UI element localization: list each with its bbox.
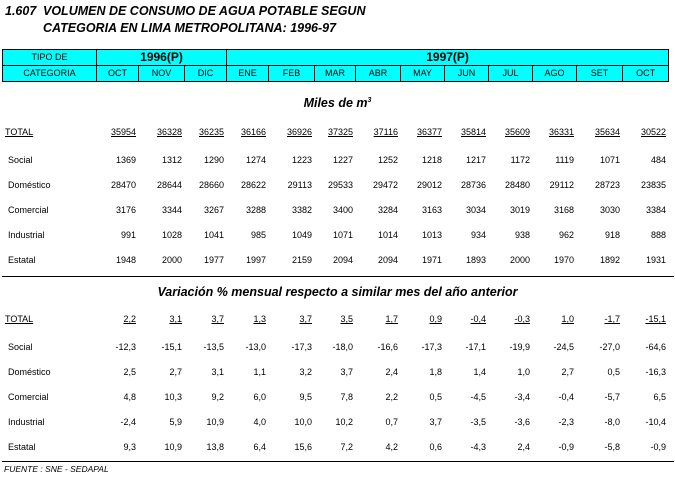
table-cell: 35634: [594, 127, 620, 137]
table-cell: 30522: [640, 127, 666, 137]
row-label: Industrial: [8, 416, 45, 427]
title-line-2: CATEGORIA EN LIMA METROPOLITANA: 1996-97: [43, 21, 337, 35]
row-label: Doméstico: [8, 179, 51, 190]
header-month: OCT: [623, 66, 669, 82]
table-cell: 1893: [465, 254, 486, 265]
table-cell: 7,2: [340, 441, 353, 452]
table-row: [2, 222, 668, 247]
table-cell: 1892: [599, 254, 620, 265]
table-cell: 1227: [332, 154, 353, 165]
header-month: MAY: [401, 66, 445, 82]
table-cell: 3,2: [299, 366, 312, 377]
header-month: JUL: [489, 66, 533, 82]
table-cell: -17,3: [291, 341, 312, 352]
table-cell: 28470: [110, 179, 136, 190]
table-cell: 3284: [377, 204, 398, 215]
table-cell: 1028: [161, 229, 182, 240]
row-label: Social: [8, 341, 33, 352]
table-row: [2, 172, 668, 197]
table-cell: 29533: [327, 179, 353, 190]
table-row: [2, 434, 668, 459]
table-cell: 985: [250, 229, 266, 240]
table-cell: 3,7: [429, 416, 442, 427]
table-cell: 938: [514, 229, 530, 240]
table-cell: 1977: [203, 254, 224, 265]
table-cell: -64,6: [645, 341, 666, 352]
header-category-top: TIPO DE: [3, 50, 97, 66]
header-month: SET: [577, 66, 623, 82]
table-cell: 4,2: [385, 441, 398, 452]
table-cell: 37325: [327, 127, 353, 137]
table-cell: 1931: [645, 254, 666, 265]
table-cell: 36166: [240, 127, 266, 137]
table-cell: -4,3: [470, 441, 486, 452]
table-cell: 9,2: [211, 391, 224, 402]
table-cell: 36926: [286, 127, 312, 137]
section-title-volume: Miles de $m^3$: [303, 96, 372, 110]
row-label: Industrial: [8, 229, 45, 240]
table-cell: 28736: [460, 179, 486, 190]
table-cell: 1369: [115, 154, 136, 165]
table-cell: 1997: [245, 254, 266, 265]
table-row: [2, 384, 668, 409]
table-cell: 888: [650, 229, 666, 240]
table-cell: 35609: [504, 127, 530, 137]
table-cell: -10,4: [645, 416, 666, 427]
table-cell: 1223: [291, 154, 312, 165]
table-cell: 35814: [460, 127, 486, 137]
table-cell: 1,8: [429, 366, 442, 377]
table-cell: -3,5: [470, 416, 486, 427]
table-cell: -5,8: [604, 441, 620, 452]
table-cell: 10,0: [294, 416, 312, 427]
table-cell: 2,2: [385, 391, 398, 402]
table-cell: 2094: [332, 254, 353, 265]
row-label: Estatal: [8, 254, 36, 265]
table-cell: 28644: [156, 179, 182, 190]
table-cell: 4,8: [123, 391, 136, 402]
table-cell: -24,5: [553, 341, 574, 352]
table-row: [2, 117, 668, 147]
table-cell: 1071: [599, 154, 620, 165]
table-cell: 1290: [203, 154, 224, 165]
table-cell: 2,4: [385, 366, 398, 377]
table-cell: 36331: [548, 127, 574, 137]
table-cell: 3288: [245, 204, 266, 215]
table-cell: 28480: [504, 179, 530, 190]
table-cell: 3344: [161, 204, 182, 215]
table-cell: 1,0: [561, 314, 574, 324]
footer-divider: [2, 461, 674, 462]
table-cell: -13,0: [245, 341, 266, 352]
table-cell: 3,7: [299, 314, 312, 324]
table-cell: -3,6: [514, 416, 530, 427]
table-cell: 2159: [291, 254, 312, 265]
header-month: AGO: [533, 66, 577, 82]
table-cell: 1970: [553, 254, 574, 265]
table-row: [2, 334, 668, 359]
table-cell: 1172: [510, 154, 530, 165]
table-cell: 10,9: [164, 441, 182, 452]
table-cell: 28622: [240, 179, 266, 190]
table-cell: 9,3: [123, 441, 136, 452]
section-title-variation: Variación % mensual respecto a similar mes del año anterior: [157, 285, 518, 299]
table-cell: 0,7: [385, 416, 398, 427]
table-cell: 3168: [553, 204, 574, 215]
header-year-1996: 1996(P): [97, 50, 227, 66]
table-cell: 1014: [377, 229, 398, 240]
table-cell: 37116: [373, 127, 398, 137]
table-cell: 3,5: [340, 314, 353, 324]
table-cell: -0,4: [470, 314, 486, 324]
section-divider: [2, 276, 674, 277]
table-cell: -2,4: [120, 416, 136, 427]
table-cell: -17,1: [465, 341, 486, 352]
table-cell: -19,9: [509, 341, 530, 352]
row-label: Comercial: [8, 391, 49, 402]
table-cell: 35954: [110, 127, 136, 137]
table-cell: -0,9: [558, 441, 574, 452]
table-cell: -4,5: [470, 391, 486, 402]
table-row: [2, 304, 668, 334]
table-cell: -3,4: [514, 391, 530, 402]
column-header: [2, 49, 669, 82]
table-cell: 36328: [156, 127, 182, 137]
table-cell: 3176: [115, 204, 136, 215]
table-cell: 3,7: [340, 366, 353, 377]
table-cell: 3,7: [211, 314, 224, 324]
header-month: OCT: [97, 66, 139, 82]
volume-table: [2, 117, 668, 272]
title-line-1: VOLUMEN DE CONSUMO DE AGUA POTABLE SEGUN: [43, 4, 366, 18]
table-cell: 934: [470, 229, 486, 240]
table-row: [2, 147, 668, 172]
header-month: DIC: [185, 66, 227, 82]
unit-superscript: 3: [367, 96, 372, 104]
table-cell: 10,9: [206, 416, 224, 427]
table-cell: -8,0: [604, 416, 620, 427]
table-cell: 13,8: [206, 441, 224, 452]
table-cell: -0,4: [558, 391, 574, 402]
table-cell: -5,7: [604, 391, 620, 402]
table-row: [2, 359, 668, 384]
table-cell: -2,3: [558, 416, 574, 427]
table-cell: 1217: [465, 154, 486, 165]
table-cell: 1,1: [253, 366, 266, 377]
header-month: ABR: [356, 66, 401, 82]
table-cell: -17,3: [421, 341, 442, 352]
table-cell: -16,6: [377, 341, 398, 352]
table-cell: 484: [650, 154, 666, 165]
table-cell: -16,3: [645, 366, 666, 377]
table-cell: 29012: [416, 179, 442, 190]
table-cell: 1971: [421, 254, 442, 265]
table-cell: 29472: [372, 179, 398, 190]
table-cell: 1119: [555, 154, 574, 165]
table-cell: 2094: [377, 254, 398, 265]
table-cell: 23835: [640, 179, 666, 190]
table-cell: 3400: [332, 204, 353, 215]
table-cell: 1071: [332, 229, 353, 240]
table-cell: 36377: [416, 127, 442, 137]
table-cell: 0,5: [607, 366, 620, 377]
table-cell: 9,5: [299, 391, 312, 402]
table-cell: 1,3: [253, 314, 266, 324]
table-cell: 2,5: [123, 366, 136, 377]
table-cell: 1,7: [385, 314, 398, 324]
header-month: NOV: [139, 66, 185, 82]
table-cell: -0,3: [514, 314, 530, 324]
table-cell: 15,6: [294, 441, 312, 452]
table-cell: 1312: [161, 154, 182, 165]
table-row: [2, 197, 668, 222]
table-cell: 962: [558, 229, 574, 240]
table-cell: -0,9: [650, 441, 666, 452]
table-cell: 1013: [421, 229, 442, 240]
table-cell: 36235: [198, 127, 224, 137]
table-cell: 3034: [465, 204, 486, 215]
table-row: [2, 247, 668, 272]
header-category-bottom: CATEGORIA: [3, 66, 97, 82]
table-cell: 2,7: [561, 366, 574, 377]
table-cell: 3382: [291, 204, 312, 215]
table-cell: 1,4: [473, 366, 486, 377]
page-title: [5, 3, 365, 37]
table-cell: 3,1: [211, 366, 224, 377]
table-cell: 5,9: [169, 416, 182, 427]
row-label: TOTAL: [5, 314, 34, 324]
table-cell: 6,5: [653, 391, 666, 402]
table-cell: 29112: [549, 179, 574, 190]
header-year-1997: 1997(P): [227, 50, 669, 66]
table-cell: 6,4: [253, 441, 266, 452]
table-cell: 0,6: [429, 441, 442, 452]
table-cell: 1218: [421, 154, 442, 165]
table-cell: 7,8: [340, 391, 353, 402]
table-cell: 29113: [287, 179, 312, 190]
row-label: Estatal: [8, 441, 36, 452]
table-cell: 3163: [421, 204, 442, 215]
row-label: Comercial: [8, 204, 49, 215]
table-cell: 6,0: [253, 391, 266, 402]
table-row: [2, 409, 668, 434]
table-cell: 0,9: [429, 314, 442, 324]
row-label: Doméstico: [8, 366, 51, 377]
title-number: 1.607: [5, 4, 37, 18]
table-cell: 991: [120, 229, 136, 240]
table-cell: 2000: [509, 254, 530, 265]
table-cell: 2000: [161, 254, 182, 265]
table-cell: 3,1: [169, 314, 182, 324]
table-cell: 2,2: [123, 314, 136, 324]
header-month: MAR: [315, 66, 356, 82]
table-cell: 3030: [599, 204, 620, 215]
table-cell: 0,5: [429, 391, 442, 402]
table-cell: 28723: [594, 179, 620, 190]
table-cell: 2,7: [169, 366, 182, 377]
row-label: Social: [8, 154, 33, 165]
table-cell: 1041: [203, 229, 224, 240]
table-cell: 3267: [203, 204, 224, 215]
table-cell: 918: [604, 229, 620, 240]
table-cell: 10,2: [335, 416, 353, 427]
table-cell: 3019: [509, 204, 530, 215]
row-label: TOTAL: [5, 127, 34, 137]
source-note: FUENTE : SNE - SEDAPAL: [4, 464, 109, 474]
table-cell: 3384: [645, 204, 666, 215]
table-cell: 1252: [377, 154, 398, 165]
table-cell: 10,3: [164, 391, 182, 402]
header-month: ENE: [227, 66, 269, 82]
header-month: FEB: [269, 66, 315, 82]
table-cell: -1,7: [604, 314, 620, 324]
table-cell: 2,4: [517, 441, 530, 452]
table-cell: 1948: [115, 254, 136, 265]
table-cell: -13,5: [203, 341, 224, 352]
table-cell: 1,0: [517, 366, 530, 377]
table-cell: 1274: [245, 154, 266, 165]
table-cell: 4,0: [253, 416, 266, 427]
table-cell: 1049: [291, 229, 312, 240]
table-cell: 28660: [198, 179, 224, 190]
table-cell: -15,1: [645, 314, 666, 324]
table-cell: -18,0: [332, 341, 353, 352]
table-cell: -15,1: [161, 341, 182, 352]
table-cell: -12,3: [115, 341, 136, 352]
variation-table: [2, 304, 668, 459]
table-cell: -27,0: [599, 341, 620, 352]
header-month: JUN: [445, 66, 489, 82]
